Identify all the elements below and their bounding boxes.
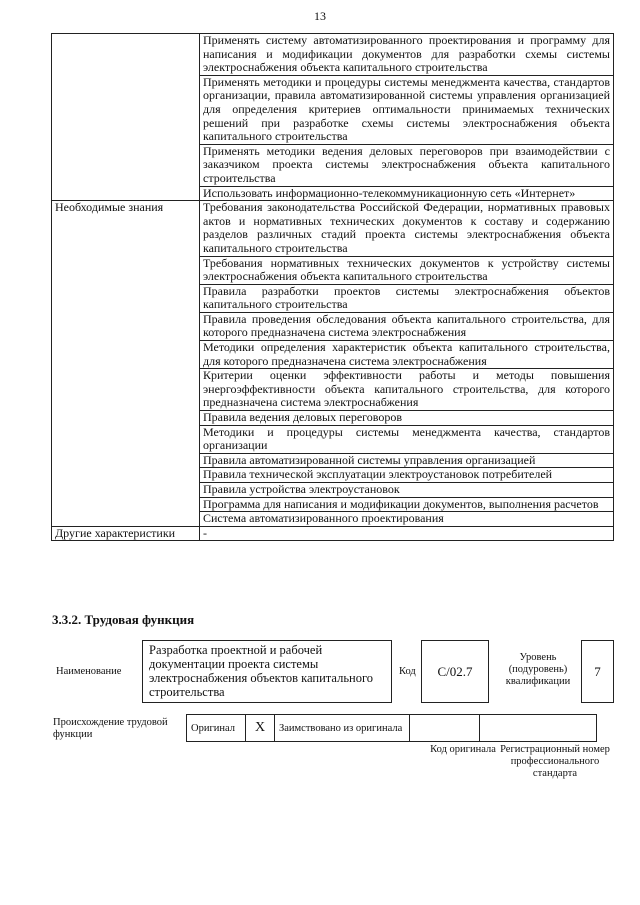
- row-text: Правила разработки проектов системы электроснабжения объектов капитального строительства: [200, 284, 614, 312]
- level-label: Уровень (подуровень) квалификации: [505, 652, 571, 687]
- row-text: Применять методики и процедуры системы менеджмента качества, стандартов организации, правила автоматизированной системы управления организацией для определения критериев оптимальности принимаемых технических решений при разработке схемы системы электроснабжения объекта капитального строительства: [200, 75, 614, 144]
- row-label: Другие характеристики: [52, 526, 200, 541]
- row-text: Правила технической эксплуатации электроустановок потребителей: [200, 468, 614, 483]
- origin-label: Происхождение трудовой функции: [53, 717, 168, 740]
- original-mark: X: [246, 715, 275, 742]
- borrowed-label: Заимствовано из оригинала: [275, 715, 410, 742]
- code-original-label: Код оригинала: [430, 744, 496, 755]
- requirements-table: [51, 33, 614, 541]
- row-text: Требования нормативных технических документов к устройству системы электроснабжения объекта капитального строительства: [200, 256, 614, 284]
- origin-table: [186, 714, 597, 742]
- row-text: Правила проведения обследования объекта капитального строительства, для которого предназначена система электроснабжения: [200, 312, 614, 340]
- row-text: Правила автоматизированной системы управления организацией: [200, 453, 614, 468]
- row-text: Применять методики ведения деловых переговоров при взаимодействии с заказчиком проекта системы электроснабжения объекта капитального строительства: [200, 144, 614, 186]
- row-text: Требования законодательства Российской Федерации, нормативных правовых актов и нормативных технических документов к составу и содержанию разделов различных стадий проекта системы электроснабжения объекта капитального строительства: [200, 201, 614, 256]
- code-label: Код: [399, 666, 416, 677]
- table-row: [52, 526, 614, 541]
- function-name-box: Разработка проектной и рабочей документации проекта системы электроснабжения объектов капитального строительства: [142, 640, 392, 703]
- row-text: Использовать информационно-телекоммуникационную сеть «Интернет»: [200, 186, 614, 201]
- row-text: Критерии оценки эффективности работы и методы повышения энергоэффективности объекта капитального строительства, для которого предназначена система электроснабжения: [200, 369, 614, 411]
- reg-number-label: Регистрационный номер профессионального стандарта: [500, 744, 610, 779]
- page-number: 13: [314, 9, 326, 23]
- name-label: Наименование: [56, 666, 122, 677]
- row-text: Применять систему автоматизированного проектирования и программу для написания и модификации документов для разработки схемы системы электроснабжения объекта капитального строительства: [200, 34, 614, 76]
- section-title: 3.3.2. Трудовая функция: [52, 612, 195, 627]
- row-text: Методики и процедуры системы менеджмента качества, стандартов организации: [200, 425, 614, 453]
- code-value: C/02.7: [421, 640, 489, 703]
- row-text: Правила устройства электроустановок: [200, 483, 614, 498]
- table-row: [52, 201, 614, 256]
- row-label: [52, 34, 200, 201]
- row-text: Методики определения характеристик объекта капитального строительства, для которого предназначена система электроснабжения: [200, 341, 614, 369]
- code-original-cell: [410, 715, 480, 742]
- level-value: 7: [581, 640, 614, 703]
- original-label: Оригинал: [187, 715, 246, 742]
- table-row: [52, 34, 614, 76]
- row-text: Система автоматизированного проектирования: [200, 512, 614, 527]
- row-text: -: [200, 526, 614, 541]
- row-label: Необходимые знания: [52, 201, 200, 527]
- row-text: Программа для написания и модификации документов, выполнения расчетов: [200, 497, 614, 512]
- row-text: Правила ведения деловых переговоров: [200, 411, 614, 426]
- reg-number-cell: [480, 715, 597, 742]
